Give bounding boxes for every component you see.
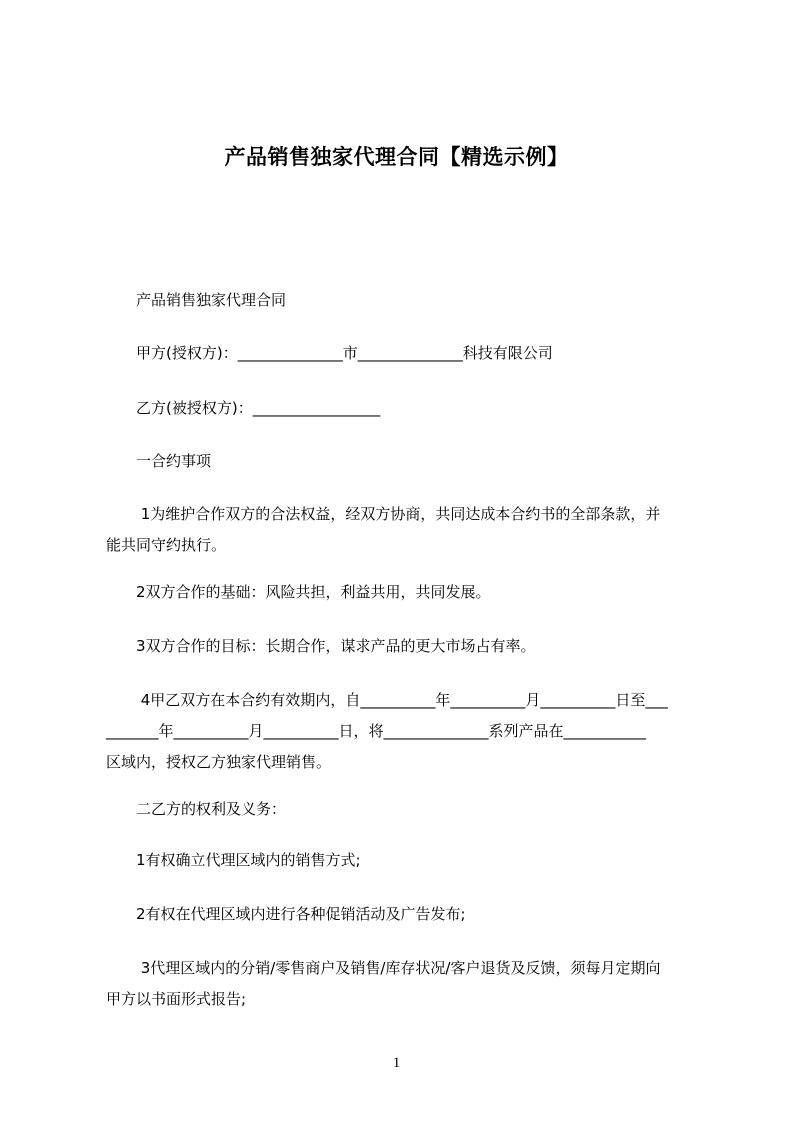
section-1-item-4-line-3: 区域内，授权乙方独家代理销售。 [106,753,332,771]
party-b-text: 乙方(被授权方)：_________________ [136,399,381,417]
section-1-heading [106,446,706,477]
contract-heading [106,285,706,316]
section-2-item-3 [106,953,706,1015]
section-1-item-3 [106,631,706,662]
page-number: 1 [392,1055,401,1071]
party-a-text: 甲方(授权方)：______________市______________科技有限公司 [136,344,553,362]
section-1-item-4 [106,685,706,778]
section-1-item-4-line-2: _______年__________月__________日，将______________系列产品在___________ [106,722,647,740]
party-a-line [106,338,706,369]
section-2-item-1-text: 1有权确立代理区域内的销售方式; [136,851,361,869]
section-2-item-2-text: 2有权在代理区域内进行各种促销活动及广告发布; [136,905,466,923]
section-1-item-4-line-1: 4甲乙双方在本合约有效期内，自__________年__________月__________日至___ [136,691,668,709]
section-1-item-3-text: 3双方合作的目标：长期合作，谋求产品的更大市场占有率。 [136,637,536,655]
party-b-line [106,393,706,424]
section-2-heading-text: 二乙方的权利及义务： [136,800,287,818]
section-1-heading-text: 一合约事项 [136,452,212,470]
document-title: 产品销售独家代理合同【精选示例】 [224,145,569,169]
section-1-item-2-text: 2双方合作的基础：风险共担，利益共用，共同发展。 [136,583,491,601]
section-1-item-2 [106,577,706,608]
section-1-item-1 [106,499,706,561]
section-1-item-1-line-2: 能共同守约执行。 [106,536,227,554]
section-2-heading [106,794,706,825]
section-2-item-3-line-2: 甲方以书面形式报告; [106,990,247,1008]
section-1-item-1-line-1: 1为维护合作双方的合法权益，经双方协商，共同达成本合约书的全部条款，并 [136,505,661,523]
section-2-item-2 [106,899,706,930]
contract-heading-text: 产品销售独家代理合同 [136,291,287,309]
section-2-item-1 [106,845,706,876]
section-2-item-3-line-1: 3代理区域内的分销/零售商户及销售/库存状况/客户退货及反馈，须每月定期向 [136,959,661,977]
